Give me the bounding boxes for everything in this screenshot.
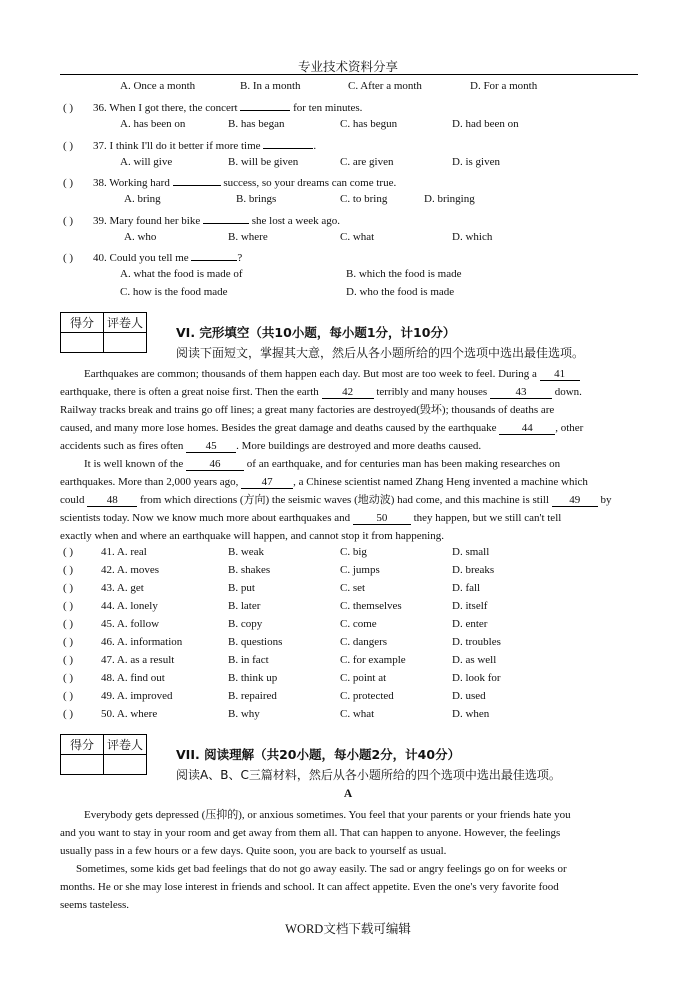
question-stem-tail: for ten minutes. [293,102,363,114]
q40-option-a: A. what the food is made of [120,268,243,280]
answer-paren[interactable]: ( ) [63,140,74,152]
q37-option-c: C. are given [340,156,394,168]
cloze-43-option-a: 43. A. get [101,582,144,594]
blank-43: 43 [490,386,552,399]
question-stem-tail: she lost a week ago. [251,215,341,227]
question-37 [63,137,316,152]
q35-option-b: B. In a month [240,80,301,92]
question-36 [63,99,362,114]
q36-option-b: B. has began [228,118,285,130]
blank-42: 42 [322,386,374,399]
q39-option-a: A. who [124,231,157,243]
blank-49: 49 [552,494,598,507]
cloze-44-option-b: B. later [228,600,261,612]
question-stem: 39. Mary found her bike [93,215,201,227]
answer-blank [263,137,313,149]
score-cell[interactable] [61,333,104,353]
cloze-45-option-d: D. enter [452,618,488,630]
q40-option-c: C. how is the food made [120,286,228,298]
reading-line: Everybody gets depressed (压抑的), or anxious sometimes. You feel that your parents or your friends hate you [84,809,571,821]
answer-paren[interactable]: ( ) [63,215,74,227]
blank-41: 41 [540,368,580,381]
question-39 [63,212,340,227]
cloze-48-option-b: B. think up [228,672,278,684]
q36-option-d: D. had been on [452,118,519,130]
grader-cell[interactable] [104,333,147,353]
cloze-50-option-a: 50. A. where [101,708,158,720]
passage-line: Earthquakes are common; thousands of them happen each day. But most are too week to feel. During a 41 [60,365,635,383]
question-stem-tail: ? [237,252,243,264]
question-stem: 40. Could you tell me [93,252,189,264]
cloze-42-option-a: 42. A. moves [101,564,160,576]
passage-a-label: A [343,788,353,800]
q39-option-c: C. what [340,231,375,243]
score-label: 得分 [61,313,104,333]
cloze-50-answer-paren[interactable]: ( ) [63,708,74,720]
q40-option-b: B. which the food is made [346,268,462,280]
cloze-48-option-c: C. point at [340,672,387,684]
question-stem-tail: . [313,140,317,152]
cloze-41-answer-paren[interactable]: ( ) [63,546,74,558]
cloze-47-option-d: D. as well [452,654,497,666]
q40-option-d: D. who the food is made [346,286,455,298]
cloze-48-option-d: D. look for [452,672,501,684]
cloze-49-option-c: C. protected [340,690,394,702]
passage-line: earthquakes. More than 2,000 years ago, 47 , a Chinese scientist named Zhang Heng invented a machine which [60,476,588,488]
cloze-49-option-b: B. repaired [228,690,277,702]
passage-line: It is well known of the 46 of an earthquake, and for centuries man has been making researches on [84,458,561,470]
reading-line: months. He or she may lose interest in friends and school. It can affect appetite. Even the one's very favorite food [60,881,559,893]
cloze-49-answer-paren[interactable]: ( ) [63,690,74,702]
q36-option-c: C. has begun [340,118,398,130]
cloze-41-option-c: C. big [340,546,367,558]
q37-option-a: A. will give [120,156,173,168]
reading-line: Sometimes, some kids get bad feelings that do not go away easily. The sad or angry feelings go on for weeks or [76,863,567,875]
cloze-45-option-c: C. come [340,618,377,630]
cloze-49-option-a: 49. A. improved [101,690,173,702]
question-38 [63,174,396,189]
q39-option-d: D. which [452,231,493,243]
cloze-41-option-d: D. small [452,546,490,558]
cloze-45-answer-paren[interactable]: ( ) [63,618,74,630]
cloze-43-answer-paren[interactable]: ( ) [63,582,74,594]
score-box-section6 [60,312,147,353]
answer-blank [240,99,290,111]
page-header: 专业技术资料分享 [297,60,398,74]
q37-option-b: B. will be given [228,156,299,168]
cloze-47-option-a: 47. A. as a result [101,654,175,666]
cloze-41-option-b: B. weak [228,546,265,558]
cloze-50-option-b: B. why [228,708,260,720]
cloze-42-option-c: C. jumps [340,564,380,576]
question-40 [63,249,242,264]
cloze-42-option-d: D. breaks [452,564,495,576]
passage-line: exactly when and where an earthquake will happen, and cannot stop it from happening. [60,530,444,542]
section7-instruction: 阅读A、B、C三篇材料，然后从各小题所给的四个选项中选出最佳选项。 [176,768,561,782]
cloze-43-option-d: D. fall [452,582,481,594]
blank-45: 45 [186,440,236,453]
cloze-46-option-d: D. troubles [452,636,501,648]
question-stem: 38. Working hard [93,177,170,189]
q35-option-c: C. After a month [348,80,422,92]
cloze-44-option-a: 44. A. lonely [101,600,158,612]
passage-line: earthquake, there is often a great noise first. Then the earth 42 terribly and many houses 43 down. [60,386,582,398]
grader-cell[interactable] [104,755,147,775]
q38-option-a: A. bring [124,193,161,205]
grader-label: 评卷人 [104,735,147,755]
q38-option-b: B. brings [236,193,277,205]
cloze-49-option-d: D. used [452,690,486,702]
cloze-46-option-b: B. questions [228,636,283,648]
grader-label: 评卷人 [104,313,147,333]
q35-option-a: A. Once a month [120,80,196,92]
question-stem-tail: success, so your dreams can come true. [223,177,397,189]
passage-line: accidents such as fires often 45 . More buildings are destroyed and more deaths caused. [60,440,482,452]
cloze-43-option-c: C. set [340,582,366,594]
blank-50: 50 [353,512,411,525]
blank-48: 48 [87,494,137,507]
answer-paren[interactable]: ( ) [63,252,74,264]
cloze-42-option-b: B. shakes [228,564,271,576]
reading-line: and you want to stay in your room and get away from them all. That can happen to anyone. However, the feelings [60,827,561,839]
reading-line: usually pass in a few hours or a few days. Quite soon, you are back to yourself as usual. [60,845,447,857]
cloze-42-answer-paren[interactable]: ( ) [63,564,74,576]
answer-blank [191,249,237,261]
question-stem: 37. I think I'll do it better if more time [93,140,261,152]
q35-option-d: D. For a month [470,80,538,92]
passage-line: could 48 from which directions (方向) the seismic waves (地动波) had come, and this machine is still 49 by [60,494,612,506]
section6-title: VI. 完形填空（共10小题，每小题1分，计10分） [176,325,456,340]
cloze-48-answer-paren[interactable]: ( ) [63,672,74,684]
cloze-46-option-c: C. dangers [340,636,388,648]
score-cell[interactable] [61,755,104,775]
cloze-46-answer-paren[interactable]: ( ) [63,636,74,648]
score-box-section7 [60,734,147,775]
answer-paren[interactable]: ( ) [63,102,74,114]
answer-blank [173,174,221,186]
blank-46: 46 [186,458,244,471]
page-footer: WORD文档下载可编辑 [285,922,411,936]
q37-option-d: D. is given [452,156,500,168]
cloze-47-option-b: B. in fact [228,654,269,666]
answer-blank [203,212,249,224]
question-stem: 36. When I got there, the concert [93,102,238,114]
reading-line: seems tasteless. [60,899,130,911]
cloze-45-option-a: 45. A. follow [101,618,160,630]
q38-option-d: D. bringing [424,193,475,205]
cloze-47-answer-paren[interactable]: ( ) [63,654,74,666]
cloze-47-option-c: C. for example [340,654,406,666]
section6-instruction: 阅读下面短文，掌握其大意，然后从各小题所给的四个选项中选出最佳选项。 [176,346,585,360]
cloze-46-option-a: 46. A. information [101,636,183,648]
cloze-48-option-a: 48. A. find out [101,672,165,684]
answer-paren[interactable]: ( ) [63,177,74,189]
passage-line: Railway tracks break and trains go off lines; a great many factories are destroyed(毁坏); thousands of deaths are [60,404,555,416]
cloze-44-option-d: D. itself [452,600,488,612]
cloze-44-option-c: C. themselves [340,600,402,612]
q36-option-a: A. has been on [120,118,186,130]
passage-line: scientists today. Now we know much more about earthquakes and 50 they happen, but we still can't tell [60,512,562,524]
cloze-41-option-a: 41. A. real [101,546,147,558]
q39-option-b: B. where [228,231,268,243]
q38-option-c: C. to bring [340,193,388,205]
blank-44: 44 [499,422,555,435]
blank-47: 47 [241,476,293,489]
passage-line: caused, and many more lose homes. Besides the great damage and deaths caused by the earthquake 44 , other [60,422,584,434]
section7-title: VII. 阅读理解（共20小题，每小题2分，计40分） [176,747,461,762]
cloze-50-option-d: D. when [452,708,490,720]
cloze-45-option-b: B. copy [228,618,263,630]
cloze-44-answer-paren[interactable]: ( ) [63,600,74,612]
header-rule [60,74,638,75]
cloze-43-option-b: B. put [228,582,255,594]
cloze-50-option-c: C. what [340,708,375,720]
score-label: 得分 [61,735,104,755]
